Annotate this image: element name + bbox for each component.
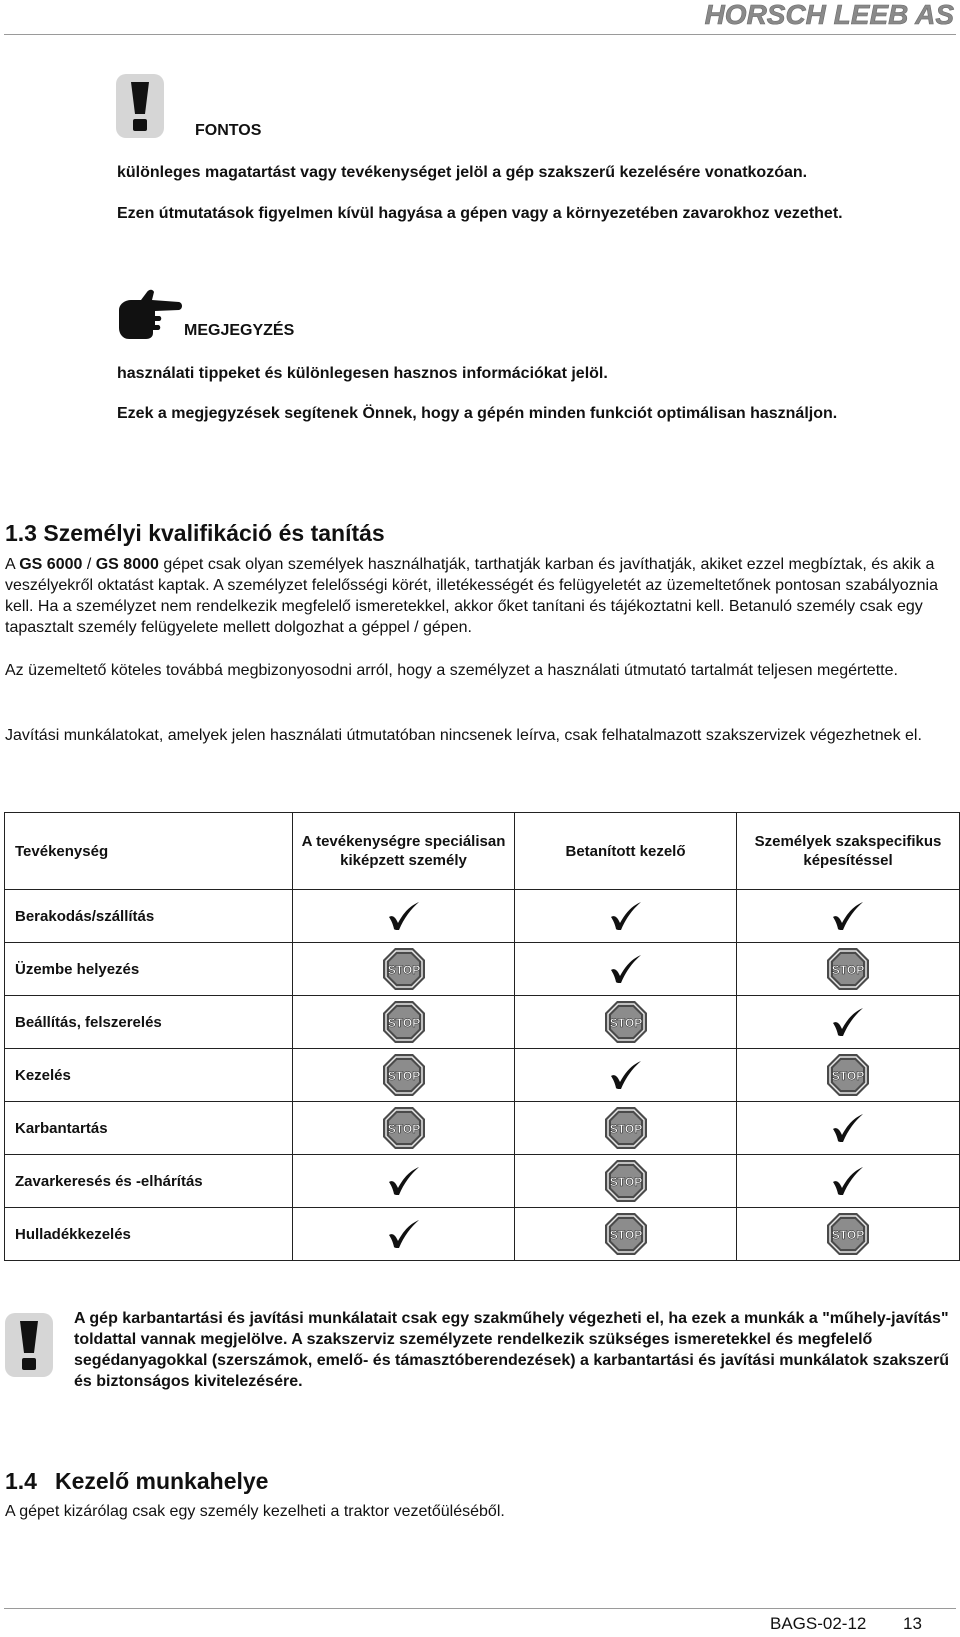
permission-cell bbox=[293, 890, 515, 943]
check-icon bbox=[831, 1166, 865, 1196]
stop-sign-icon bbox=[604, 1159, 648, 1203]
permission-cell bbox=[737, 996, 960, 1049]
check-icon bbox=[609, 901, 643, 931]
megjegyzes-line-1: használati tippeket és különlegesen hasznos információkat jelöl. bbox=[117, 365, 608, 382]
svg-text:STOP: STOP bbox=[831, 963, 865, 977]
p1-prefix: A bbox=[5, 556, 20, 573]
permission-cell bbox=[515, 996, 737, 1049]
table-row bbox=[5, 1208, 960, 1261]
fontos-title: FONTOS bbox=[195, 122, 262, 139]
permission-cell bbox=[737, 890, 960, 943]
permission-cell bbox=[293, 1208, 515, 1261]
permission-cell bbox=[737, 1049, 960, 1102]
svg-text:STOP: STOP bbox=[609, 1016, 642, 1030]
check-icon bbox=[831, 1113, 865, 1143]
svg-text:STOP: STOP bbox=[609, 1228, 642, 1242]
permission-cell bbox=[515, 1102, 737, 1155]
warning-exclamation-icon bbox=[5, 1313, 53, 1377]
header-specially-trained: A tevékenységre speciálisan kiképzett személy bbox=[293, 813, 515, 890]
table-row bbox=[5, 943, 960, 996]
stop-sign-icon bbox=[382, 947, 426, 991]
section-1-3-heading: 1.3 Személyi kvalifikáció és tanítás bbox=[5, 520, 385, 546]
fontos-line-2: Ezen útmutatások figyelmen kívül hagyása a gépen vagy a környezetében zavarokhoz vezethet. bbox=[117, 205, 843, 222]
check-icon bbox=[387, 901, 421, 931]
svg-text:STOP: STOP bbox=[609, 1122, 642, 1136]
stop-sign-icon bbox=[826, 1053, 870, 1097]
table-row bbox=[5, 1102, 960, 1155]
p1-model-1: GS 6000 bbox=[19, 556, 83, 573]
section-1-4-heading bbox=[5, 1468, 268, 1495]
check-icon bbox=[831, 901, 865, 931]
row-activity-label: Kezelés bbox=[5, 1049, 293, 1102]
exclamation-icon bbox=[116, 74, 164, 138]
footer-page-number: 13 bbox=[903, 1614, 922, 1633]
permission-cell bbox=[737, 943, 960, 996]
header-activity: Tevékenység bbox=[5, 813, 293, 890]
svg-text:STOP: STOP bbox=[831, 1069, 865, 1083]
stop-sign-icon bbox=[826, 947, 870, 991]
stop-sign-icon bbox=[382, 1106, 426, 1150]
qualification-table bbox=[4, 812, 960, 1261]
section-1-3-paragraph-1 bbox=[5, 554, 945, 638]
permission-cell bbox=[515, 1208, 737, 1261]
permission-cell bbox=[515, 1049, 737, 1102]
section-1-4-text: A gépet kizárólag csak egy személy kezelheti a traktor vezetőüléséből. bbox=[5, 1503, 505, 1520]
brand-logo bbox=[626, 0, 956, 30]
row-activity-label: Hulladékkezelés bbox=[5, 1208, 293, 1261]
stop-sign-icon bbox=[604, 1000, 648, 1044]
table-row bbox=[5, 996, 960, 1049]
svg-text:STOP: STOP bbox=[387, 1016, 420, 1030]
check-icon bbox=[387, 1166, 421, 1196]
table-header-row bbox=[5, 813, 960, 890]
megjegyzes-line-2: Ezek a megjegyzések segítenek Önnek, hogy a gépén minden funkciót optimálisan használjon. bbox=[117, 405, 838, 422]
row-activity-label: Zavarkeresés és -elhárítás bbox=[5, 1155, 293, 1208]
permission-cell bbox=[515, 943, 737, 996]
permission-cell bbox=[293, 1102, 515, 1155]
permission-cell bbox=[737, 1102, 960, 1155]
section-1-3-paragraph-2: Az üzemeltető köteles továbbá megbizonyosodni arról, hogy a személyzet a használati útmutató tartalmát teljesen megértette. bbox=[5, 662, 898, 679]
row-activity-label: Beállítás, felszerelés bbox=[5, 996, 293, 1049]
check-icon bbox=[609, 1060, 643, 1090]
svg-text:STOP: STOP bbox=[609, 1175, 642, 1189]
row-activity-label: Berakodás/szállítás bbox=[5, 890, 293, 943]
stop-sign-icon bbox=[826, 1212, 870, 1256]
megjegyzes-title: MEGJEGYZÉS bbox=[184, 322, 295, 339]
svg-text:STOP: STOP bbox=[387, 1122, 420, 1136]
table-row bbox=[5, 890, 960, 943]
svg-text:STOP: STOP bbox=[831, 1228, 865, 1242]
header-trained-operator: Betanított kezelő bbox=[515, 813, 737, 890]
svg-text:STOP: STOP bbox=[387, 963, 420, 977]
header-qualified-persons: Személyek szakspecifikus képesítéssel bbox=[737, 813, 960, 890]
row-activity-label: Karbantartás bbox=[5, 1102, 293, 1155]
footer-doc-code: BAGS-02-12 bbox=[770, 1614, 867, 1633]
check-icon bbox=[387, 1219, 421, 1249]
permission-cell bbox=[293, 1049, 515, 1102]
permission-cell bbox=[293, 996, 515, 1049]
stop-sign-icon bbox=[604, 1106, 648, 1150]
p1-body: gépet csak olyan személyek használhatják, tarthatják karban és javíthatják, akiket ezzel megbíztak, és akik a veszélyekről oktatást kaptak. A személyzet felelősségi körét, illetékességét és felügyeletét az üzemeltetőnek pontosan szabályoznia kell. Ha a személyzet nem rendelkezik megfelelő ismeretekkel, akkor őket tanítani és tájékoztatni kell. Betanuló személy csak egy tapasztalt személy felügyelete mellett dolgozhat a géppel / gépen. bbox=[5, 556, 938, 636]
svg-text:STOP: STOP bbox=[387, 1069, 420, 1083]
section-1-3-paragraph-3: Javítási munkálatokat, amelyek jelen használati útmutatóban nincsenek leírva, csak felhatalmazott szakszervizek végezhetnek el. bbox=[5, 727, 922, 744]
row-activity-label: Üzembe helyezés bbox=[5, 943, 293, 996]
permission-cell bbox=[737, 1155, 960, 1208]
fontos-line-1: különleges magatartást vagy tevékenységet jelöl a gép szakszerű kezelésére vonatkozóan. bbox=[117, 164, 808, 181]
permission-cell bbox=[515, 1155, 737, 1208]
p1-separator: / bbox=[82, 556, 96, 573]
check-icon bbox=[831, 1007, 865, 1037]
table-row bbox=[5, 1155, 960, 1208]
pointing-hand-icon bbox=[115, 288, 183, 342]
permission-cell bbox=[737, 1208, 960, 1261]
warning-text: A gép karbantartási és javítási munkálatait csak egy szakműhely végezheti el, ha ezek a munkák a "műhely-javítás" toldattal vannak megjelölve. A szakszerviz személyzete rendelkezik szükséges ismeretekkel és megfelelő segédanyagokkal (szerszámok, emelő- és támasztóberendezések) a karbantartási és javítási munkálatok szakszerű és biztonságos kivitelezésére. bbox=[74, 1310, 950, 1390]
permission-cell bbox=[293, 1155, 515, 1208]
stop-sign-icon bbox=[382, 1053, 426, 1097]
brand-text: HORSCH LEEB AS bbox=[704, 0, 954, 30]
p1-model-2: GS 8000 bbox=[95, 556, 159, 573]
section-1-4-title: Kezelő munkahelye bbox=[54, 1468, 269, 1494]
section-1-4-number: 1.4 bbox=[5, 1468, 37, 1494]
table-row bbox=[5, 1049, 960, 1102]
permission-cell bbox=[293, 943, 515, 996]
footer-divider bbox=[4, 1608, 956, 1609]
permission-cell bbox=[515, 890, 737, 943]
check-icon bbox=[609, 954, 643, 984]
stop-sign-icon bbox=[382, 1000, 426, 1044]
header-divider bbox=[4, 34, 956, 35]
stop-sign-icon bbox=[604, 1212, 648, 1256]
